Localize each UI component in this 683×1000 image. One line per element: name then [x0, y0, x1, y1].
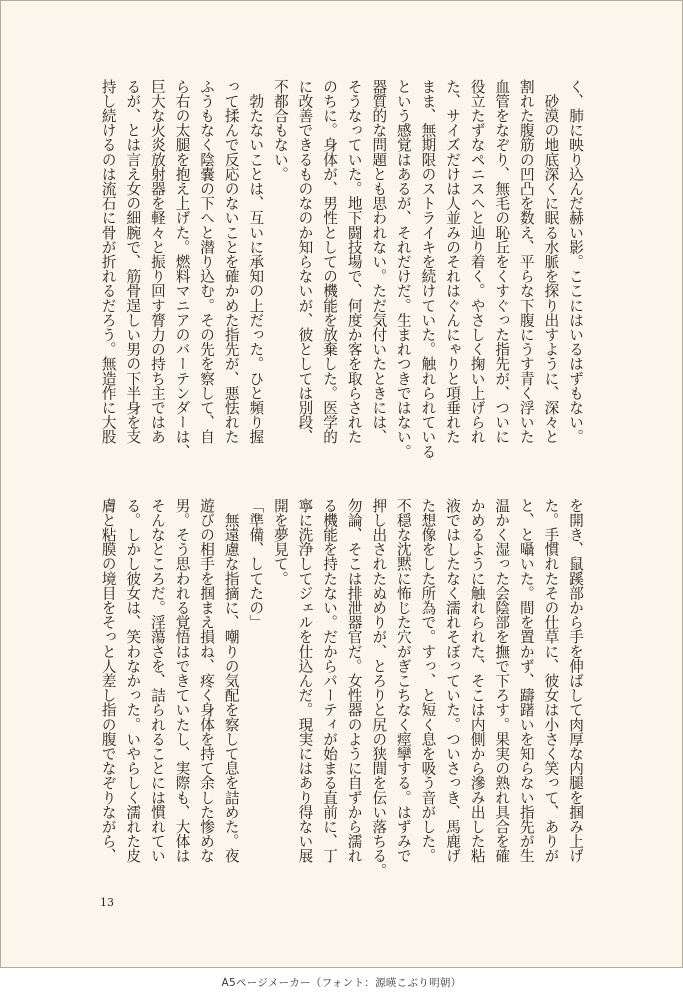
- text-line: た。手慣れたその仕草に、彼女は小さく笑って、ありが: [542, 498, 560, 863]
- text-line: まま、無期限のストライキを続けていた。触れられている: [419, 79, 437, 459]
- text-line: のちに。身体が、男性としての機能を放棄した。医学的: [321, 79, 339, 444]
- footer-caption: A5ページメーカー（フォント：源暎こぶり明朝）: [221, 977, 462, 989]
- text-line: る機能を持たない。だからパーティが始まる直前に、丁: [321, 498, 339, 863]
- text-line: 男。そう思われる覚悟はできていたし、実際も、大体は: [173, 498, 191, 863]
- text-line: た、サイズだけは人並みのそれはぐんにゃりと項垂れた: [444, 79, 462, 444]
- text-line: かめるように触れられた、そこは内側から滲み出した粘: [468, 498, 486, 863]
- text-line: 勿論、そこは排泄器官だ。女性器のように自ずから濡れ: [345, 498, 363, 863]
- text-line: を開き、鼠蹊部から手を伸ばして肉厚な内腿を掴み上げ: [567, 498, 584, 863]
- text-line: 遊びの相手を掴まえ損ね、疼く身体を持て余した惨めな: [198, 498, 216, 863]
- text-line: 無遠慮な指摘に、嘲りの気配を察して息を詰めた。夜: [222, 498, 240, 863]
- text-line: 持し続けるのは流石に骨が折れるだろう。無造作に大股: [99, 79, 117, 444]
- text-line: 砂漠の地底深くに眠る水脈を探り出すように、深々と: [542, 79, 560, 444]
- text-line: 膚と粘膜の境目をそっと人差し指の腹でなぞりながら、: [99, 498, 117, 863]
- text-line: 液ではしたなく濡れそぼっていた。ついさっき、馬鹿げ: [444, 498, 462, 863]
- text-line: 不穏な沈黙に怖じた穴がぎこちなく痙攣する。はずみで: [394, 498, 412, 863]
- text-line: 寧に洗浄してジェルを仕込んだ。現実にはあり得ない展: [296, 498, 314, 863]
- text-line: そんなところだ。淫蕩さを、詰られることには慣れてい: [148, 498, 166, 863]
- text-line: 巨大な火炎放射器を軽々と振り回す膂力の持ち主ではあ: [148, 79, 166, 444]
- text-line: るが、とは言え女の細腕で、筋骨逞しい男の下半身を支: [124, 79, 142, 444]
- text-line: 役立たずなペニスへと辿り着く。やさしく掬い上げられ: [468, 79, 486, 444]
- text-line: 「準備、してたの」: [247, 498, 265, 630]
- text-line: ら右の太腿を抱え上げた。燃料マニアのバーテンダーは、: [173, 79, 191, 459]
- text-line: 割れた腹筋の凹凸を数え、平らな下腹にうす青く浮いた: [517, 79, 535, 444]
- text-line: ふうもなく陰嚢の下へと潜り込む。その先を察して、自: [198, 79, 216, 444]
- text-line: 器質的な問題とも思われない。ただ気付いたときには、: [370, 79, 388, 444]
- text-line: そうなっていた。地下闘技場で、何度か客を取らされた: [345, 79, 363, 444]
- text-line: と、と囁いた。間を置かず、躊躇いを知らない指先が生: [517, 498, 535, 863]
- text-block-bottom: [95, 498, 587, 888]
- text-block-top: [95, 79, 587, 469]
- text-line: 勃たないことは、互いに承知の上だった。ひと頻り握: [247, 79, 265, 444]
- text-line: って揉んで反応のないことを確かめた指先が、悪怯れた: [222, 79, 240, 444]
- text-line: 血管をなぞり、無毛の恥丘をくすぐった指先が、ついに: [493, 79, 511, 444]
- text-line: た想像をした所為で。すっ、と短く息を吸う音がした。: [419, 498, 437, 863]
- text-line: 温かく湿った会陰部を撫で下ろす。果実の熟れ具合を確: [493, 498, 511, 863]
- text-line: 開を夢見て。: [271, 498, 289, 586]
- text-line: に改善できるものなのか知らないが、彼としては別段、: [296, 79, 314, 444]
- text-line: く、肺に映り込んだ赫い影。ここにはいるはずもない。: [567, 79, 584, 444]
- text-line: る。しかし彼女は、笑わなかった。いやらしく濡れた皮: [124, 498, 142, 863]
- text-line: 不都合もない。: [271, 79, 289, 182]
- text-line: という感覚はあるが、それだけだ。生まれつきではない。: [394, 79, 412, 459]
- text-line: 押し出されたぬめりが、とろりと尻の狭間を伝い落ちる。: [370, 498, 388, 878]
- page-number: 13: [100, 896, 114, 909]
